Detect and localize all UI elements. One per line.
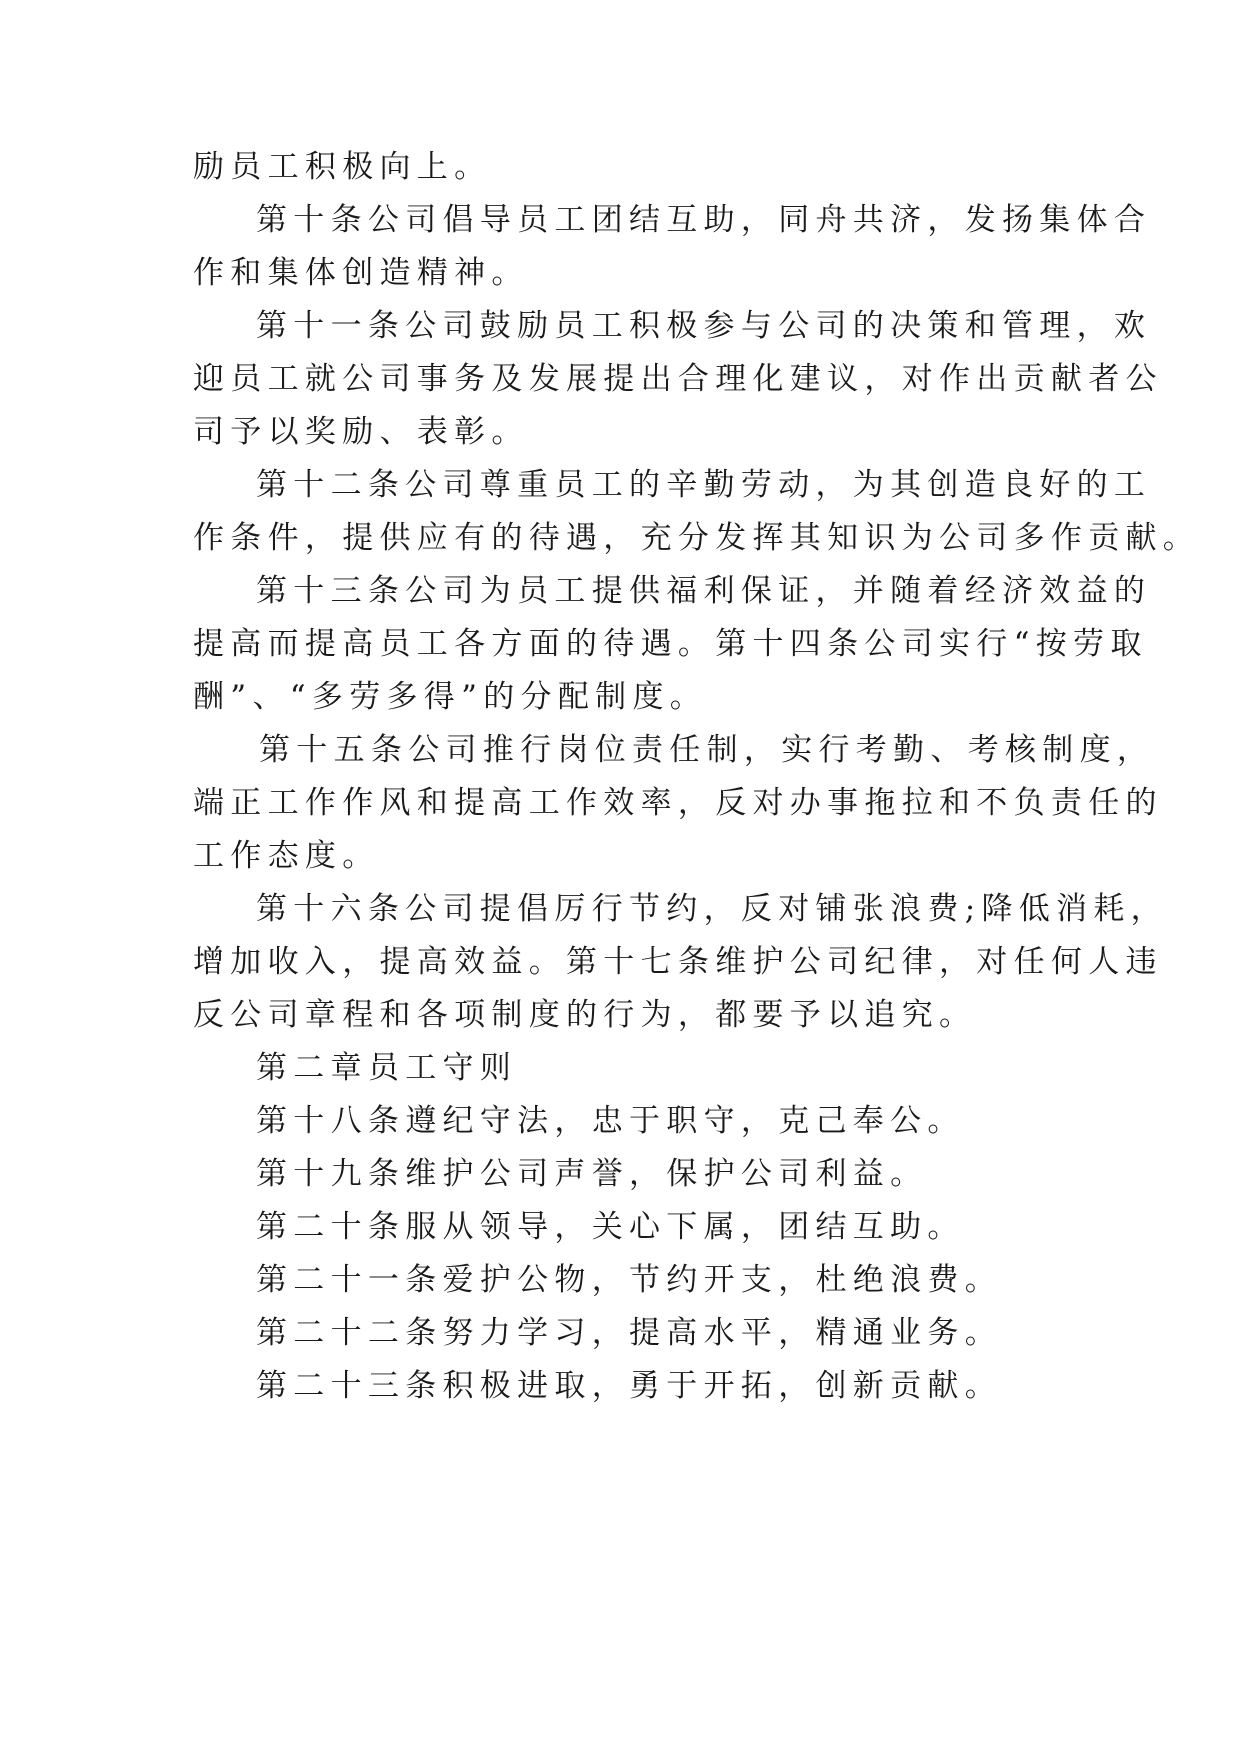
text-line: 反公司章程和各项制度的行为，都要予以追究。 — [193, 997, 977, 1033]
text-line: 第十八条遵纪守法，忠于职守，克己奉公。 — [256, 1103, 965, 1139]
text-line: 作条件，提供应有的待遇，充分发挥其知识为公司多作贡献。 — [193, 520, 1201, 556]
text-line: 提高而提高员工各方面的待遇。第十四条公司实行“按劳取 — [193, 626, 1148, 662]
text-line: 励员工积极向上。 — [193, 149, 492, 185]
text-line: 作和集体创造精神。 — [193, 255, 529, 291]
text-line: 第十六条公司提倡厉行节约，反对铺张浪费;降低消耗， — [256, 891, 1168, 927]
text-line: 端正工作作风和提高工作效率，反对办事拖拉和不负责任的 — [193, 785, 1163, 821]
text-line: 第二十条服从领导，关心下属，团结互助。 — [256, 1209, 965, 1245]
text-line: 第二十三条积极进取，勇于开拓，创新贡献。 — [256, 1368, 1002, 1404]
text-line: 酬”、“多劳多得”的分配制度。 — [193, 679, 708, 715]
text-line: 迎员工就公司事务及发展提出合理化建议，对作出贡献者公 — [193, 361, 1163, 397]
chapter-heading: 第二章员工守则 — [256, 1050, 518, 1086]
text-line: 第十九条维护公司声誉，保护公司利益。 — [256, 1156, 928, 1192]
text-line: 第十五条公司推行岗位责任制，实行考勤、考核制度， — [259, 732, 1155, 768]
text-line: 第二十一条爱护公物，节约开支，杜绝浪费。 — [256, 1262, 1002, 1298]
text-line: 工作态度。 — [193, 838, 380, 874]
text-line: 增加收入，提高效益。第十七条维护公司纪律，对任何人违 — [193, 944, 1163, 980]
text-line: 第十一条公司鼓励员工积极参与公司的决策和管理，欢 — [256, 308, 1152, 344]
text-line: 第十二条公司尊重员工的辛勤劳动，为其创造良好的工 — [256, 467, 1152, 503]
text-line: 司予以奖励、表彰。 — [193, 414, 529, 450]
text-line: 第十条公司倡导员工团结互助，同舟共济，发扬集体合 — [256, 202, 1152, 238]
text-line: 第十三条公司为员工提供福利保证，并随着经济效益的 — [256, 573, 1152, 609]
text-line: 第二十二条努力学习，提高水平，精通业务。 — [256, 1315, 1002, 1351]
